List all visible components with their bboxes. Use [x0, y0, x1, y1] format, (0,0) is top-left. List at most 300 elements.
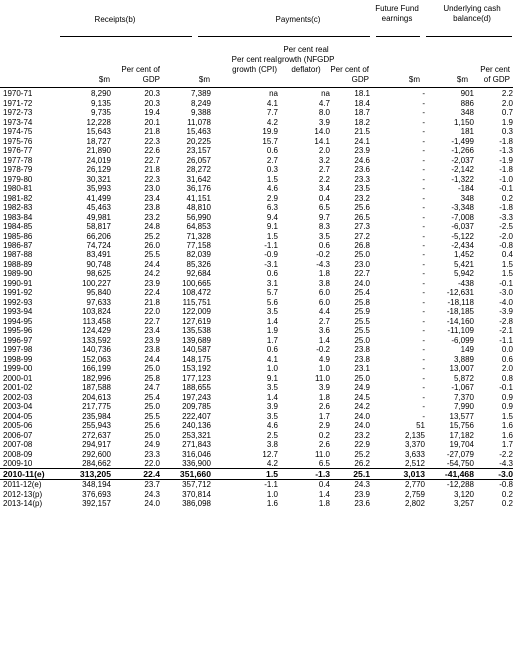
cell-ucb-gdp: -0.8	[499, 240, 513, 250]
cell-payments-m: 11,078	[187, 117, 211, 127]
table-row	[0, 449, 513, 458]
cell-ucb-m: -2,037	[451, 155, 474, 165]
cell-payments-gdp: 23.6	[354, 499, 370, 509]
cell-receipts-gdp: 20.3	[144, 98, 160, 108]
cell-real-growth-nfgdp: 3.6	[318, 326, 330, 336]
cell-ucb-gdp: -2.0	[499, 231, 513, 241]
cell-payments-m: 9,388	[190, 108, 211, 118]
cell-real-growth-cpi: 3.5	[266, 383, 278, 393]
cell-future-fund-m: -	[422, 307, 425, 317]
cell-receipts-m: 217,775	[82, 402, 111, 412]
cell-ucb-m: -14,160	[446, 316, 474, 326]
cell-year: 1972-73	[3, 108, 33, 118]
cell-real-growth-nfgdp: -4.3	[316, 259, 330, 269]
cell-payments-m: 316,046	[182, 449, 211, 459]
cell-real-growth-nfgdp: 1.0	[318, 364, 330, 374]
cell-real-growth-cpi: 1.4	[266, 316, 278, 326]
cell-payments-m: 271,843	[182, 440, 211, 450]
cell-receipts-gdp: 22.7	[144, 155, 160, 165]
cell-year: 2011-12(e)	[3, 480, 42, 490]
cell-payments-gdp: 24.0	[354, 278, 370, 288]
cell-receipts-m: 294,917	[82, 440, 111, 450]
cell-real-growth-cpi: 4.2	[266, 117, 278, 127]
cell-receipts-gdp: 24.9	[144, 440, 160, 450]
cell-ucb-gdp: -2.1	[499, 326, 513, 336]
table-row	[0, 326, 513, 335]
cell-real-growth-nfgdp: 6.0	[318, 288, 330, 298]
cell-ucb-m: 886	[460, 98, 474, 108]
cell-ucb-gdp: 0.9	[501, 392, 513, 402]
cell-ucb-m: 7,990	[453, 402, 474, 412]
cell-year: 2013-14(p)	[3, 499, 43, 509]
cell-receipts-gdp: 23.4	[144, 193, 160, 203]
cell-ucb-m: 901	[460, 89, 474, 99]
cell-ucb-m: -6,099	[451, 335, 474, 345]
cell-payments-m: 153,192	[182, 364, 211, 374]
cell-year: 1990-91	[3, 278, 33, 288]
table-row	[0, 269, 513, 278]
cell-real-growth-nfgdp: 6.0	[318, 297, 330, 307]
cell-year: 1980-81	[3, 184, 33, 194]
cell-ucb-m: 5,421	[453, 259, 474, 269]
col-real-growth-nfgdp: Per cent real growth (NFGDP deflator)	[277, 45, 335, 74]
cell-receipts-m: 284,662	[82, 459, 111, 469]
cell-ucb-m: 3,889	[453, 354, 474, 364]
table-row	[0, 298, 513, 307]
table-row	[0, 108, 513, 117]
cell-ucb-m: 13,577	[449, 411, 474, 421]
cell-real-growth-cpi: 1.7	[266, 335, 278, 345]
cell-future-fund-m: -	[422, 193, 425, 203]
cell-year: 1991-92	[3, 288, 33, 298]
cell-receipts-gdp: 24.4	[144, 259, 160, 269]
cell-real-growth-nfgdp: 3.2	[318, 155, 330, 165]
cell-receipts-m: 30,321	[86, 174, 111, 184]
cell-payments-gdp: 24.6	[354, 155, 370, 165]
cell-real-growth-cpi: 0.3	[266, 165, 278, 175]
cell-ucb-gdp: 2.0	[501, 364, 513, 374]
cell-year: 2000-01	[3, 373, 33, 383]
cell-receipts-gdp: 23.0	[144, 184, 160, 194]
cell-future-fund-m: 2,770	[404, 480, 425, 490]
cell-ucb-m: 348	[460, 108, 474, 118]
cell-ucb-gdp: 0.6	[501, 354, 513, 364]
cell-receipts-gdp: 21.8	[144, 165, 160, 175]
cell-receipts-m: 74,724	[86, 240, 111, 250]
cell-receipts-gdp: 26.0	[144, 240, 160, 250]
cell-receipts-m: 235,984	[82, 411, 111, 421]
cell-real-growth-cpi: 4.6	[266, 421, 278, 431]
cell-future-fund-m: -	[422, 326, 425, 336]
cell-receipts-gdp: 22.4	[111, 469, 160, 479]
cell-future-fund-m: -	[422, 402, 425, 412]
cell-ucb-gdp: -3.9	[499, 307, 513, 317]
cell-receipts-gdp: 25.0	[144, 430, 160, 440]
cell-real-growth-nfgdp: 6.5	[318, 203, 330, 213]
header-receipts: Receipts(b)	[94, 15, 136, 24]
cell-ucb-gdp: 0.7	[501, 108, 513, 118]
cell-payments-m: 20,225	[186, 136, 211, 146]
table-row	[0, 421, 513, 430]
cell-receipts-m: 100,227	[82, 278, 111, 288]
cell-real-growth-nfgdp: 2.0	[318, 146, 330, 156]
cell-ucb-gdp: 2.2	[501, 89, 513, 99]
cell-year: 1977-78	[3, 155, 33, 165]
cell-payments-gdp: 24.5	[354, 392, 370, 402]
cell-future-fund-m: -	[422, 411, 425, 421]
col-ucb-gdp: Per cent of GDP	[480, 65, 510, 84]
cell-real-growth-cpi: 3.5	[266, 411, 278, 421]
cell-receipts-m: 15,643	[86, 127, 111, 137]
cell-receipts-m: 133,592	[82, 335, 111, 345]
cell-payments-gdp: 24.0	[354, 411, 370, 421]
cell-future-fund-m: 3,013	[370, 469, 425, 479]
cell-future-fund-m: 3,633	[404, 449, 425, 459]
cell-payments-gdp: 23.1	[354, 364, 370, 374]
data-table	[0, 89, 513, 508]
cell-real-growth-nfgdp: 8.3	[318, 222, 330, 232]
cell-receipts-m: 348,194	[82, 480, 111, 490]
cell-payments-gdp: 23.2	[354, 430, 370, 440]
cell-payments-m: 41,151	[186, 193, 211, 203]
cell-receipts-gdp: 21.8	[144, 127, 160, 137]
cell-year: 1976-77	[3, 146, 33, 156]
cell-year: 1971-72	[3, 98, 33, 108]
cell-receipts-gdp: 23.8	[144, 345, 160, 355]
cell-payments-m: 122,009	[182, 307, 211, 317]
cell-payments-m: 188,655	[182, 383, 211, 393]
cell-future-fund-m: -	[422, 392, 425, 402]
cell-receipts-gdp: 22.0	[144, 307, 160, 317]
cell-payments-m: 31,642	[186, 174, 211, 184]
table-row	[0, 174, 513, 183]
table-row	[0, 250, 513, 259]
cell-future-fund-m: -	[422, 288, 425, 298]
cell-year: 2006-07	[3, 430, 33, 440]
cell-ucb-m: 5,872	[453, 373, 474, 383]
cell-year: 1986-87	[3, 240, 33, 250]
header-underlying-cash: Underlying cash balance(d)	[443, 4, 501, 23]
cell-payments-gdp: 27.2	[354, 231, 370, 241]
cell-receipts-m: 83,491	[86, 250, 111, 260]
cell-year: 1979-80	[3, 174, 33, 184]
cell-ucb-m: -41,468	[425, 469, 474, 479]
cell-receipts-gdp: 22.3	[144, 174, 160, 184]
cell-payments-gdp: 23.9	[354, 489, 370, 499]
col-real-growth-cpi: Per cent real growth (CPI)	[231, 55, 277, 74]
cell-ucb-gdp: -1.3	[499, 146, 513, 156]
cell-receipts-m: 95,840	[86, 288, 111, 298]
cell-ucb-gdp: -0.8	[499, 480, 513, 490]
cell-real-growth-cpi: 3.5	[266, 307, 278, 317]
cell-payments-m: 370,814	[182, 489, 211, 499]
cell-year: 1981-82	[3, 193, 33, 203]
cell-receipts-gdp: 22.4	[144, 288, 160, 298]
cell-receipts-gdp: 24.8	[144, 222, 160, 232]
rule-header-bottom	[0, 87, 513, 88]
cell-real-growth-nfgdp: -0.2	[316, 345, 330, 355]
cell-payments-gdp: 26.2	[354, 459, 370, 469]
table-row	[0, 345, 513, 354]
cell-receipts-m: 313,205	[58, 469, 111, 479]
cell-ucb-m: 3,120	[453, 489, 474, 499]
cell-ucb-m: -184	[457, 184, 474, 194]
cell-year: 1988-89	[3, 259, 33, 269]
cell-real-growth-nfgdp: 14.1	[314, 136, 330, 146]
cell-ucb-gdp: -0.1	[499, 278, 513, 288]
cell-future-fund-m: -	[422, 250, 425, 260]
cell-payments-gdp: 23.0	[354, 259, 370, 269]
cell-payments-gdp: 18.2	[354, 117, 370, 127]
cell-ucb-gdp: -2.5	[499, 222, 513, 232]
cell-year: 1992-93	[3, 297, 33, 307]
cell-receipts-gdp: 25.6	[144, 421, 160, 431]
cell-ucb-m: 3,257	[453, 499, 474, 509]
cell-real-growth-nfgdp: 1.4	[318, 335, 330, 345]
cell-real-growth-cpi: 1.5	[266, 174, 278, 184]
cell-real-growth-nfgdp: -1.3	[278, 469, 330, 479]
cell-payments-gdp: 24.0	[354, 421, 370, 431]
cell-real-growth-nfgdp: 0.4	[318, 480, 330, 490]
cell-receipts-m: 124,429	[82, 326, 111, 336]
cell-ucb-m: -12,631	[446, 288, 474, 298]
cell-real-growth-cpi: 2.7	[266, 155, 278, 165]
cell-ucb-m: -438	[457, 278, 474, 288]
cell-year: 1974-75	[3, 127, 33, 137]
cell-payments-m: 108,472	[182, 288, 211, 298]
cell-receipts-gdp: 19.4	[144, 108, 160, 118]
cell-ucb-gdp: 1.5	[501, 411, 513, 421]
table-row	[0, 402, 513, 411]
cell-real-growth-nfgdp: 1.8	[318, 269, 330, 279]
cell-payments-m: 92,684	[186, 269, 211, 279]
table-row	[0, 98, 513, 107]
cell-future-fund-m: -	[422, 117, 425, 127]
cell-payments-m: 135,538	[182, 326, 211, 336]
cell-future-fund-m: -	[422, 297, 425, 307]
table-row	[0, 440, 513, 449]
cell-payments-m: 197,243	[182, 392, 211, 402]
cell-ucb-gdp: 1.9	[501, 117, 513, 127]
table-row	[0, 336, 513, 345]
cell-receipts-gdp: 23.8	[144, 203, 160, 213]
cell-ucb-gdp: 1.6	[501, 421, 513, 431]
cell-future-fund-m: -	[422, 316, 425, 326]
col-receipts-m: $m	[98, 75, 110, 84]
cell-payments-m: 357,712	[182, 480, 211, 490]
table-row	[0, 136, 513, 145]
cell-payments-m: 351,660	[160, 469, 211, 479]
cell-ucb-gdp: 0.3	[501, 127, 513, 137]
cell-receipts-m: 26,129	[86, 165, 111, 175]
cell-receipts-m: 24,019	[86, 155, 111, 165]
cell-ucb-gdp: 0.8	[501, 373, 513, 383]
cell-year: 1993-94	[3, 307, 33, 317]
cell-payments-gdp: 25.9	[354, 307, 370, 317]
cell-ucb-m: -54,750	[446, 459, 474, 469]
cell-real-growth-nfgdp: 3.9	[318, 383, 330, 393]
cell-real-growth-cpi: 9.1	[266, 222, 278, 232]
cell-payments-m: 36,176	[186, 184, 211, 194]
cell-ucb-m: 149	[460, 345, 474, 355]
cell-receipts-m: 35,993	[86, 184, 111, 194]
cell-ucb-gdp: 0.2	[501, 499, 513, 509]
cell-receipts-gdp: 23.9	[144, 278, 160, 288]
cell-real-growth-cpi: 9.1	[266, 373, 278, 383]
cell-ucb-m: 15,756	[449, 421, 474, 431]
cell-year: 1984-85	[3, 222, 33, 232]
cell-ucb-gdp: 0.4	[501, 250, 513, 260]
cell-receipts-m: 392,157	[82, 499, 111, 509]
table-row	[0, 89, 513, 98]
cell-payments-gdp: 25.2	[354, 449, 370, 459]
cell-receipts-gdp: 20.3	[144, 89, 160, 99]
cell-future-fund-m: 3,370	[404, 440, 425, 450]
table-row	[0, 146, 513, 155]
cell-receipts-m: 204,613	[82, 392, 111, 402]
cell-real-growth-cpi: 5.7	[266, 288, 278, 298]
cell-real-growth-nfgdp: 2.2	[318, 174, 330, 184]
cell-future-fund-m: -	[422, 278, 425, 288]
cell-future-fund-m: -	[422, 98, 425, 108]
table-row	[0, 184, 513, 193]
cell-payments-m: 7,389	[190, 89, 211, 99]
cell-ucb-m: -5,122	[451, 231, 474, 241]
cell-payments-m: 209,785	[182, 402, 211, 412]
cell-ucb-gdp: -4.3	[499, 459, 513, 469]
cell-real-growth-nfgdp: 4.9	[318, 354, 330, 364]
cell-future-fund-m: -	[422, 155, 425, 165]
cell-year: 2001-02	[3, 383, 33, 393]
cell-receipts-gdp: 25.5	[144, 250, 160, 260]
cell-ucb-gdp: 0.9	[501, 402, 513, 412]
cell-payments-gdp: 18.1	[354, 89, 370, 99]
cell-real-growth-cpi: 3.1	[266, 278, 278, 288]
cell-receipts-m: 98,625	[86, 269, 111, 279]
cell-real-growth-nfgdp: 8.0	[318, 108, 330, 118]
cell-real-growth-cpi: 0.6	[266, 269, 278, 279]
cell-ucb-m: -18,118	[447, 297, 474, 307]
cell-ucb-m: 17,182	[449, 430, 474, 440]
cell-real-growth-nfgdp: 0.4	[318, 193, 330, 203]
cell-receipts-m: 376,693	[82, 489, 111, 499]
cell-receipts-m: 49,981	[86, 212, 111, 222]
cell-ucb-gdp: -0.1	[499, 383, 513, 393]
cell-real-growth-cpi: 6.3	[266, 203, 278, 213]
cell-payments-gdp: 25.0	[354, 373, 370, 383]
cell-real-growth-cpi: 4.1	[266, 98, 278, 108]
cell-real-growth-cpi: 12.7	[262, 449, 278, 459]
cell-ucb-gdp: -3.0	[499, 288, 513, 298]
cell-future-fund-m: -	[422, 354, 425, 364]
cell-receipts-m: 166,199	[82, 364, 111, 374]
cell-payments-gdp: 23.8	[354, 345, 370, 355]
cell-real-growth-cpi: 1.9	[266, 326, 278, 336]
cell-ucb-m: 348	[460, 193, 474, 203]
cell-payments-gdp: 25.8	[354, 297, 370, 307]
table-row	[0, 355, 513, 364]
cell-receipts-m: 18,727	[86, 136, 111, 146]
cell-ucb-gdp: 0.0	[501, 345, 513, 355]
cell-future-fund-m: -	[422, 203, 425, 213]
cell-future-fund-m: 2,135	[404, 430, 425, 440]
cell-year: 1999-00	[3, 364, 33, 374]
cell-real-growth-cpi: 2.9	[266, 193, 278, 203]
cell-ucb-gdp: -1.8	[499, 165, 513, 175]
cell-real-growth-cpi: 4.6	[266, 184, 278, 194]
cell-payments-m: 28,272	[186, 165, 211, 175]
cell-real-growth-nfgdp: -0.2	[316, 250, 330, 260]
cell-real-growth-cpi: 15.7	[262, 136, 278, 146]
cell-payments-gdp: 25.5	[354, 316, 370, 326]
col-payments-m: $m	[198, 75, 210, 84]
cell-ucb-gdp: -0.1	[499, 184, 513, 194]
col-payments-gdp: Per cent of GDP	[330, 65, 369, 84]
table-row	[0, 317, 513, 326]
cell-ucb-m: -12,288	[446, 480, 474, 490]
cell-receipts-gdp: 20.1	[144, 117, 160, 127]
cell-year: 2007-08	[3, 440, 33, 450]
cell-future-fund-m: 51	[416, 421, 425, 431]
cell-real-growth-nfgdp: 14.0	[314, 127, 330, 137]
cell-payments-m: 23,157	[186, 146, 211, 156]
cell-real-growth-cpi: 1.4	[266, 392, 278, 402]
cell-real-growth-nfgdp: 11.0	[315, 449, 330, 459]
cell-real-growth-nfgdp: 1.8	[318, 392, 330, 402]
cell-receipts-m: 103,824	[82, 307, 111, 317]
cell-payments-gdp: 24.3	[354, 480, 370, 490]
cell-ucb-m: 181	[460, 127, 474, 137]
cell-ucb-gdp: -1.8	[499, 203, 513, 213]
rule-payments	[198, 36, 370, 37]
cell-ucb-gdp: -1.8	[499, 136, 513, 146]
cell-future-fund-m: -	[422, 373, 425, 383]
cell-real-growth-nfgdp: 2.6	[318, 402, 330, 412]
cell-future-fund-m: -	[422, 364, 425, 374]
cell-payments-gdp: 18.4	[354, 98, 370, 108]
cell-receipts-m: 182,996	[82, 373, 111, 383]
cell-payments-gdp: 23.5	[354, 184, 370, 194]
cell-real-growth-cpi: -1.1	[264, 240, 278, 250]
cell-ucb-m: 1,452	[453, 250, 474, 260]
table-row	[0, 193, 513, 202]
cell-payments-m: 148,175	[182, 354, 211, 364]
cell-real-growth-cpi: 3.9	[266, 402, 278, 412]
cell-payments-gdp: 23.9	[354, 146, 370, 156]
table-row	[0, 212, 513, 221]
cell-payments-gdp: 25.0	[354, 335, 370, 345]
cell-real-growth-cpi: -3.1	[264, 259, 278, 269]
table-row	[0, 459, 513, 469]
cell-receipts-gdp: 22.3	[144, 136, 160, 146]
cell-receipts-m: 21,890	[86, 146, 111, 156]
cell-real-growth-cpi: 0.6	[266, 345, 278, 355]
cell-future-fund-m: -	[422, 335, 425, 345]
cell-real-growth-cpi: na	[269, 89, 278, 99]
cell-payments-gdp: 24.1	[354, 136, 370, 146]
cell-payments-m: 64,853	[186, 222, 211, 232]
col-future-fund-m: $m	[408, 75, 420, 84]
cell-real-growth-cpi: 3.8	[266, 440, 278, 450]
cell-real-growth-cpi: -1.1	[264, 480, 278, 490]
cell-real-growth-nfgdp: 6.5	[318, 459, 330, 469]
cell-ucb-m: -2,434	[451, 240, 474, 250]
cell-real-growth-nfgdp: 1.8	[318, 499, 330, 509]
cell-ucb-gdp: 1.6	[501, 430, 513, 440]
cell-ucb-gdp: -2.8	[499, 316, 513, 326]
cell-future-fund-m: -	[422, 174, 425, 184]
table-row	[0, 279, 513, 288]
